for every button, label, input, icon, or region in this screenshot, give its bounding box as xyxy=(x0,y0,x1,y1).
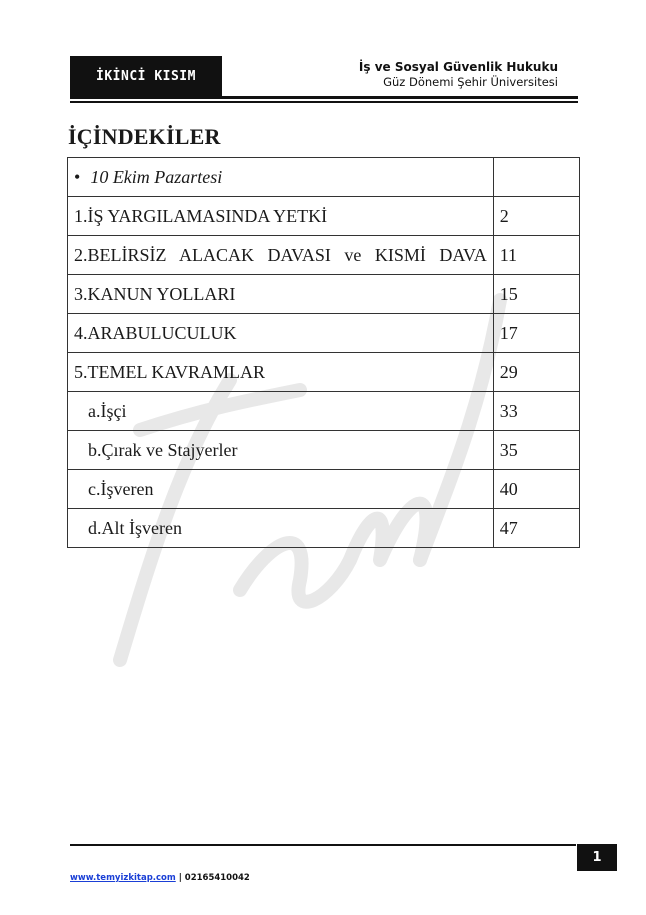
toc-entry-page: 29 xyxy=(493,353,579,392)
toc-row[interactable] xyxy=(68,509,580,548)
toc-row[interactable] xyxy=(68,392,580,431)
course-header xyxy=(359,60,558,89)
footer-contact xyxy=(70,873,250,883)
page-number: 1 xyxy=(577,844,617,871)
toc-row[interactable] xyxy=(68,353,580,392)
toc-entry-page: 15 xyxy=(493,275,579,314)
toc-date-text: 10 Ekim Pazartesi xyxy=(90,167,223,187)
toc-entry-page: 2 xyxy=(493,197,579,236)
toc-date-row xyxy=(68,158,580,197)
bullet-icon: • xyxy=(74,167,81,187)
toc-row[interactable] xyxy=(68,275,580,314)
toc-row[interactable] xyxy=(68,236,580,275)
toc-entry-page: 47 xyxy=(493,509,579,548)
toc-entry-page: 40 xyxy=(493,470,579,509)
toc-entry-title: 1.İŞ YARGILAMASINDA YETKİ xyxy=(68,197,494,236)
toc-entry-page: 11 xyxy=(493,236,579,275)
toc-entry-title: 2.BELİRSİZ ALACAK DAVASI ve KISMİ DAVA xyxy=(68,236,494,275)
website-link[interactable]: www.temyizkitap.com xyxy=(70,873,176,883)
toc-entry-title: c.İşveren xyxy=(68,470,494,509)
toc-heading: İÇİNDEKİLER xyxy=(68,124,221,149)
toc-date-cell xyxy=(68,158,494,197)
toc-row[interactable] xyxy=(68,470,580,509)
toc-entry-title: d.Alt İşveren xyxy=(68,509,494,548)
toc-row[interactable] xyxy=(68,314,580,353)
toc-entry-title: 4.ARABULUCULUK xyxy=(68,314,494,353)
header-rule-top xyxy=(70,96,578,99)
section-label: İKİNCİ KISIM xyxy=(70,56,222,96)
toc-table xyxy=(67,157,580,548)
phone-number: 02165410042 xyxy=(184,873,250,883)
toc-entry-title: 3.KANUN YOLLARI xyxy=(68,275,494,314)
toc-date-page-cell xyxy=(493,158,579,197)
toc-row[interactable] xyxy=(68,197,580,236)
header-rule-bottom xyxy=(70,101,578,103)
toc-entry-title: 5.TEMEL KAVRAMLAR xyxy=(68,353,494,392)
footer-rule xyxy=(70,844,576,846)
footer-separator: | xyxy=(175,873,185,883)
toc-entry-title: a.İşçi xyxy=(68,392,494,431)
toc-entry-page: 17 xyxy=(493,314,579,353)
course-title: İş ve Sosyal Güvenlik Hukuku xyxy=(358,60,558,74)
toc-entry-title: b.Çırak ve Stajyerler xyxy=(68,431,494,470)
course-subtitle: Güz Dönemi Şehir Üniversitesi xyxy=(383,75,558,89)
toc-row[interactable] xyxy=(68,431,580,470)
toc-entry-page: 33 xyxy=(493,392,579,431)
toc-entry-page: 35 xyxy=(493,431,579,470)
